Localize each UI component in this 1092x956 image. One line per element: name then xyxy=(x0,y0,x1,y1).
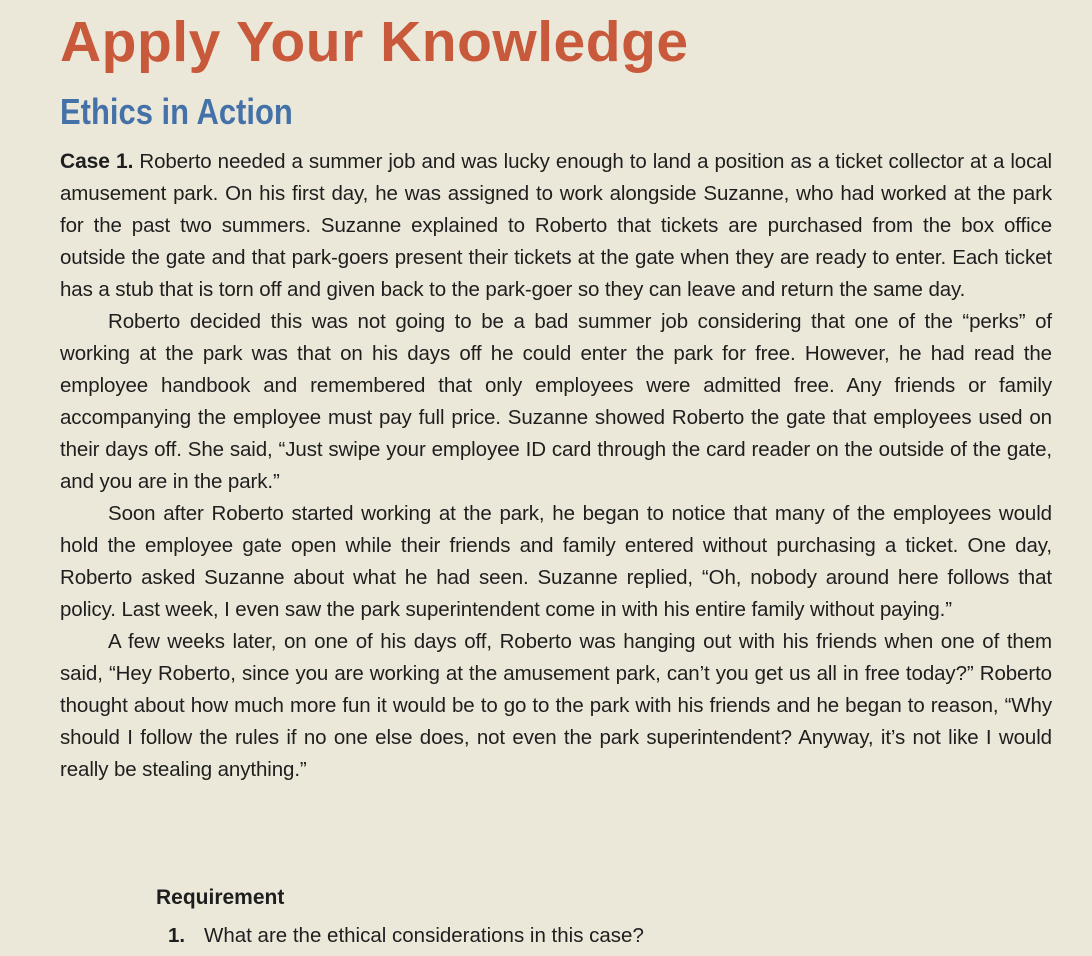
case-paragraph-1 xyxy=(60,146,1052,306)
case-paragraph-3: Soon after Roberto started working at the park, he began to notice that many of the employees would hold the employee gate open while their friends and family entered without purchasing a ticket. One day, Roberto asked Suzanne about what he had seen. Suzanne replied, “Oh, nobody around here follows that policy. Last week, I even saw the park superintendent come in with his entire family without paying.” xyxy=(60,502,1052,621)
case-paragraph-2: Roberto decided this was not going to be a bad summer job considering that one of the “perks” of working at the park was that on his days off he could enter the park for free. However, he had read the employee handbook and remembered that only employees were admitted free. Any friends or family accompanying the employee must pay full price. Suzanne showed Roberto the gate that employees used on their days off. She said, “Just swipe your employee ID card through the card reader on the outside of the gate, and you are in the park.” xyxy=(60,310,1052,493)
case-paragraph-4: A few weeks later, on one of his days off, Roberto was hanging out with his friends when one of them said, “Hey Roberto, since you are working at the amusement park, can’t you get us all in free today?” Roberto thought about how much more fun it would be to go to the park with his friends and he began to reason, “Why should I follow the rules if no one else does, not even the park superintendent? Anyway, it’s not like I would really be stealing anything.” xyxy=(60,630,1052,781)
requirement-number: 1. xyxy=(168,924,186,947)
page-title: Apply Your Knowledge xyxy=(60,10,689,74)
case-label: Case 1. xyxy=(60,150,134,173)
requirement-text: What are the ethical considerations in this case? xyxy=(204,924,644,947)
case-body xyxy=(60,146,1052,786)
requirement-item xyxy=(156,918,644,954)
section-title: Ethics in Action xyxy=(60,91,293,132)
requirement-heading: Requirement xyxy=(156,886,285,909)
requirement-list xyxy=(156,918,644,954)
requirement-section xyxy=(156,880,644,954)
case-paragraph-text: Roberto needed a summer job and was lucky enough to land a position as a ticket collector at a local amusement park. On his first day, he was assigned to work alongside Suzanne, who had worked at the park for the past two summers. Suzanne explained to Roberto that tickets are purchased from the box office outside the gate and that park-goers present their tickets at the gate when they are ready to enter. Each ticket has a stub that is torn off and given back to the park-goer so they can leave and return the same day. xyxy=(60,150,1052,301)
